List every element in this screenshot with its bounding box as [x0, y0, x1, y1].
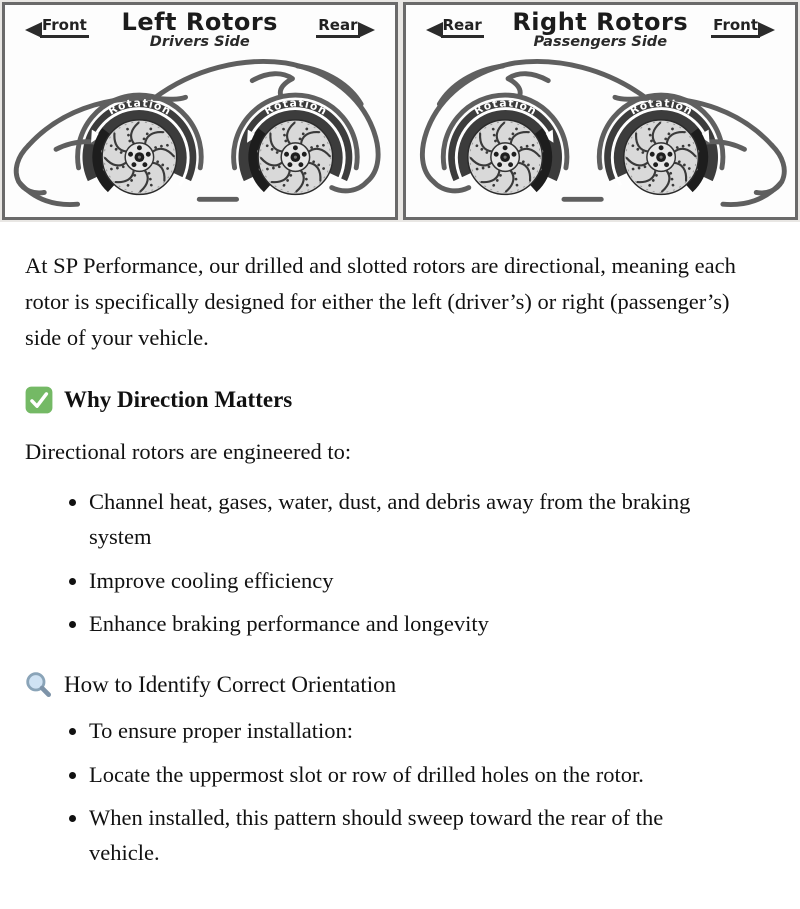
direction-label: Front — [711, 16, 760, 38]
front-direction-indicator — [711, 16, 775, 38]
lead-paragraph: Directional rotors are engineered to: — [25, 439, 352, 464]
arrow-right-icon — [358, 22, 375, 38]
panel-subtitle: Drivers Side — [149, 34, 250, 51]
direction-label: Rear — [316, 16, 359, 38]
panel-title: Left Rotors — [121, 8, 278, 36]
orientation-list — [25, 713, 760, 870]
list-item: • Improve cooling efficiency — [89, 563, 724, 598]
right-rotors-panel — [403, 2, 799, 220]
left-car-illustration — [5, 52, 395, 216]
section-title: How to Identify Correct Orientation — [64, 672, 397, 698]
rotor-direction-diagram — [0, 0, 800, 222]
green-check-icon — [25, 386, 53, 414]
svg-text:Rotation: Rotation — [471, 96, 540, 119]
list-item: • Enhance braking performance and longevity — [89, 606, 724, 641]
intro-paragraph: At SP Performance, our drilled and slotted rotors are directional, meaning each rotor is specifically designed for either the left (driver’s) or right (passenger’s) side of your vehicle. — [25, 253, 736, 350]
svg-text:Rotation: Rotation — [105, 96, 174, 119]
list-item: • To ensure proper installation: — [89, 713, 724, 748]
list-item: • Locate the uppermost slot or row of drilled holes on the rotor. — [89, 757, 724, 792]
list-item: • When installed, this pattern should sweep toward the rear of the vehicle. — [89, 800, 724, 871]
section-title: Why Direction Matters — [64, 387, 293, 413]
rear-direction-indicator — [316, 16, 374, 38]
svg-text:Rotation: Rotation — [627, 96, 696, 119]
magnifier-icon — [25, 671, 53, 699]
article-body — [0, 222, 800, 909]
arrow-right-icon — [758, 22, 775, 38]
panel-title: Right Rotors — [512, 8, 689, 36]
front-direction-indicator — [25, 16, 89, 38]
direction-label: Front — [40, 16, 89, 38]
left-rotors-panel — [2, 2, 398, 220]
rear-direction-indicator — [426, 16, 484, 38]
right-car-illustration — [406, 52, 796, 216]
panel-subtitle: Passengers Side — [533, 34, 668, 51]
list-item: • Channel heat, gases, water, dust, and debris away from the braking system — [89, 484, 724, 555]
svg-text:Rotation: Rotation — [261, 96, 330, 119]
section-heading-how — [25, 671, 760, 699]
benefits-list — [25, 484, 760, 641]
direction-label: Rear — [441, 16, 484, 38]
section-heading-why — [25, 386, 760, 414]
